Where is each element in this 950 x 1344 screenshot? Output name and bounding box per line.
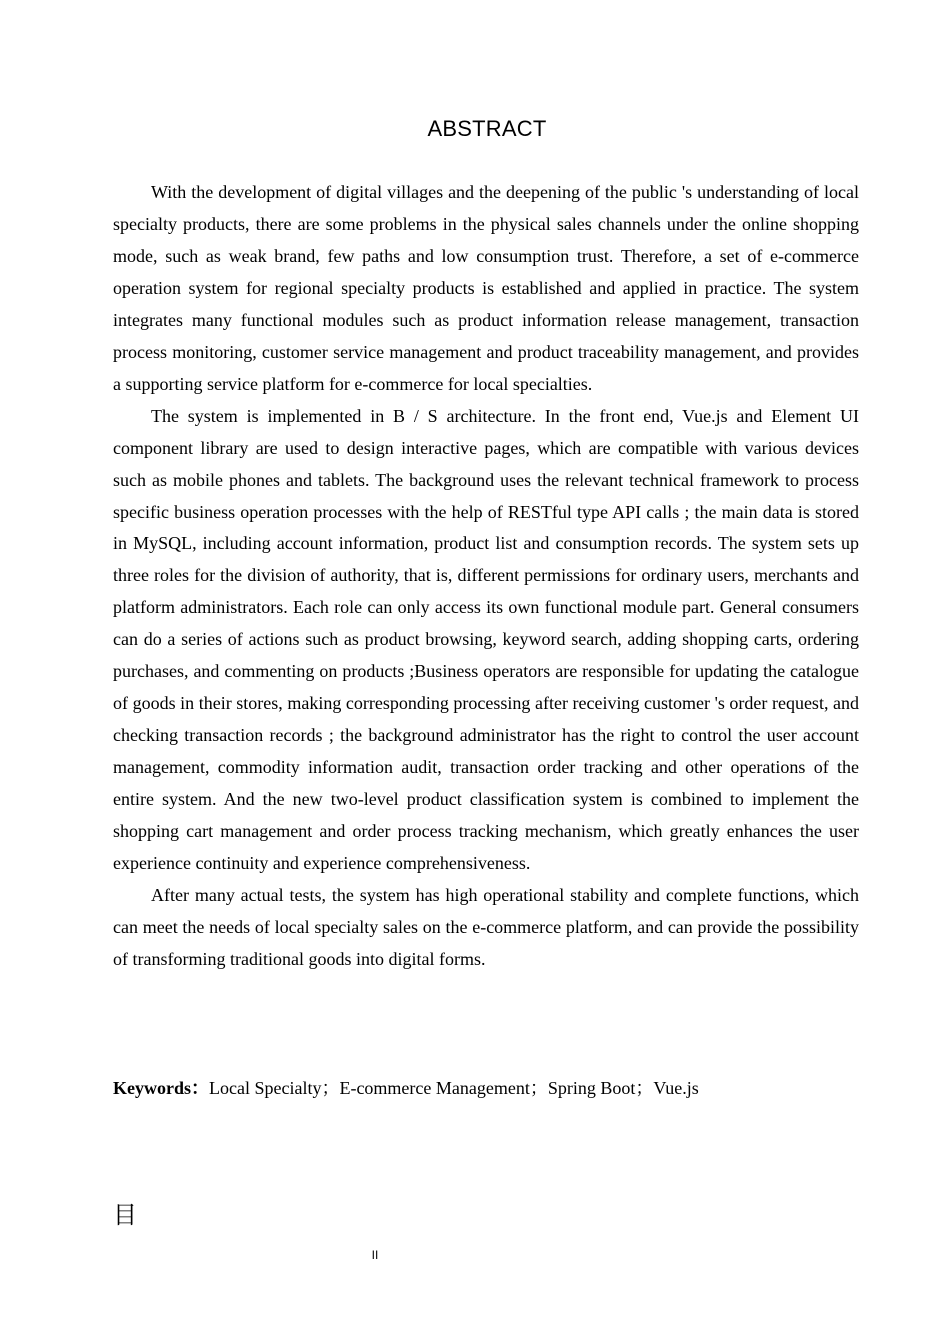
keywords-line [113,1072,859,1104]
abstract-paragraph-3: After many actual tests, the system has high operational stability and complete functions, which can meet the needs of local specialty sales on the e-commerce platform, and can provide the possibility of transforming traditional goods into digital forms. [113,884,859,969]
abstract-body [113,177,859,976]
keywords-label: Keywords： [113,1078,209,1098]
toc-heading-fragment: 目 [113,1201,137,1229]
page-number: II [371,1248,379,1262]
abstract-paragraph-2: The system is implemented in B / S architecture. In the front end, Vue.js and Element UI component library are used to design interactive pages, which are compatible with various devices such as mobile phones and tablets. The background uses the relevant technical framework to process specific business operation processes with the help of RESTful type API calls ; the main data is stored in MySQL, including account information, product list and consumption records. The system sets up three roles for the division of authority, that is, different permissions for ordinary users, merchants and platform administrators. Each role can only access its own functional module part. General consumers can do a series of actions such as product browsing, keyword search, adding shopping carts, ordering purchases, and commenting on products ;Business operators are responsible for updating the catalogue of goods in their stores, making corresponding processing after receiving customer 's order request, and checking transaction records ; the background administrator has the right to control the user account management, commodity information audit, transaction order tracking and other operations of the entire system. And the new two-level product classification system is combined to implement the shopping cart management and order process tracking mechanism, which greatly enhances the user experience continuity and experience comprehensiveness. [113,405,859,874]
abstract-paragraph-1: With the development of digital villages and the deepening of the public 's understanding of local specialty products, there are some problems in the physical sales channels under the online shopping mode, such as weak brand, few paths and low consumption trust. Therefore, a set of e-commerce operation system for regional specialty products is established and applied in practice. The system integrates many functional modules such as product information release management, transaction process monitoring, customer service management and product traceability management, and provides a supporting service platform for e-commerce for local specialties. [113,182,859,394]
abstract-title: ABSTRACT [427,116,547,141]
keywords-list: Local Specialty；E-commerce Management；Spring Boot；Vue.js [209,1078,699,1098]
